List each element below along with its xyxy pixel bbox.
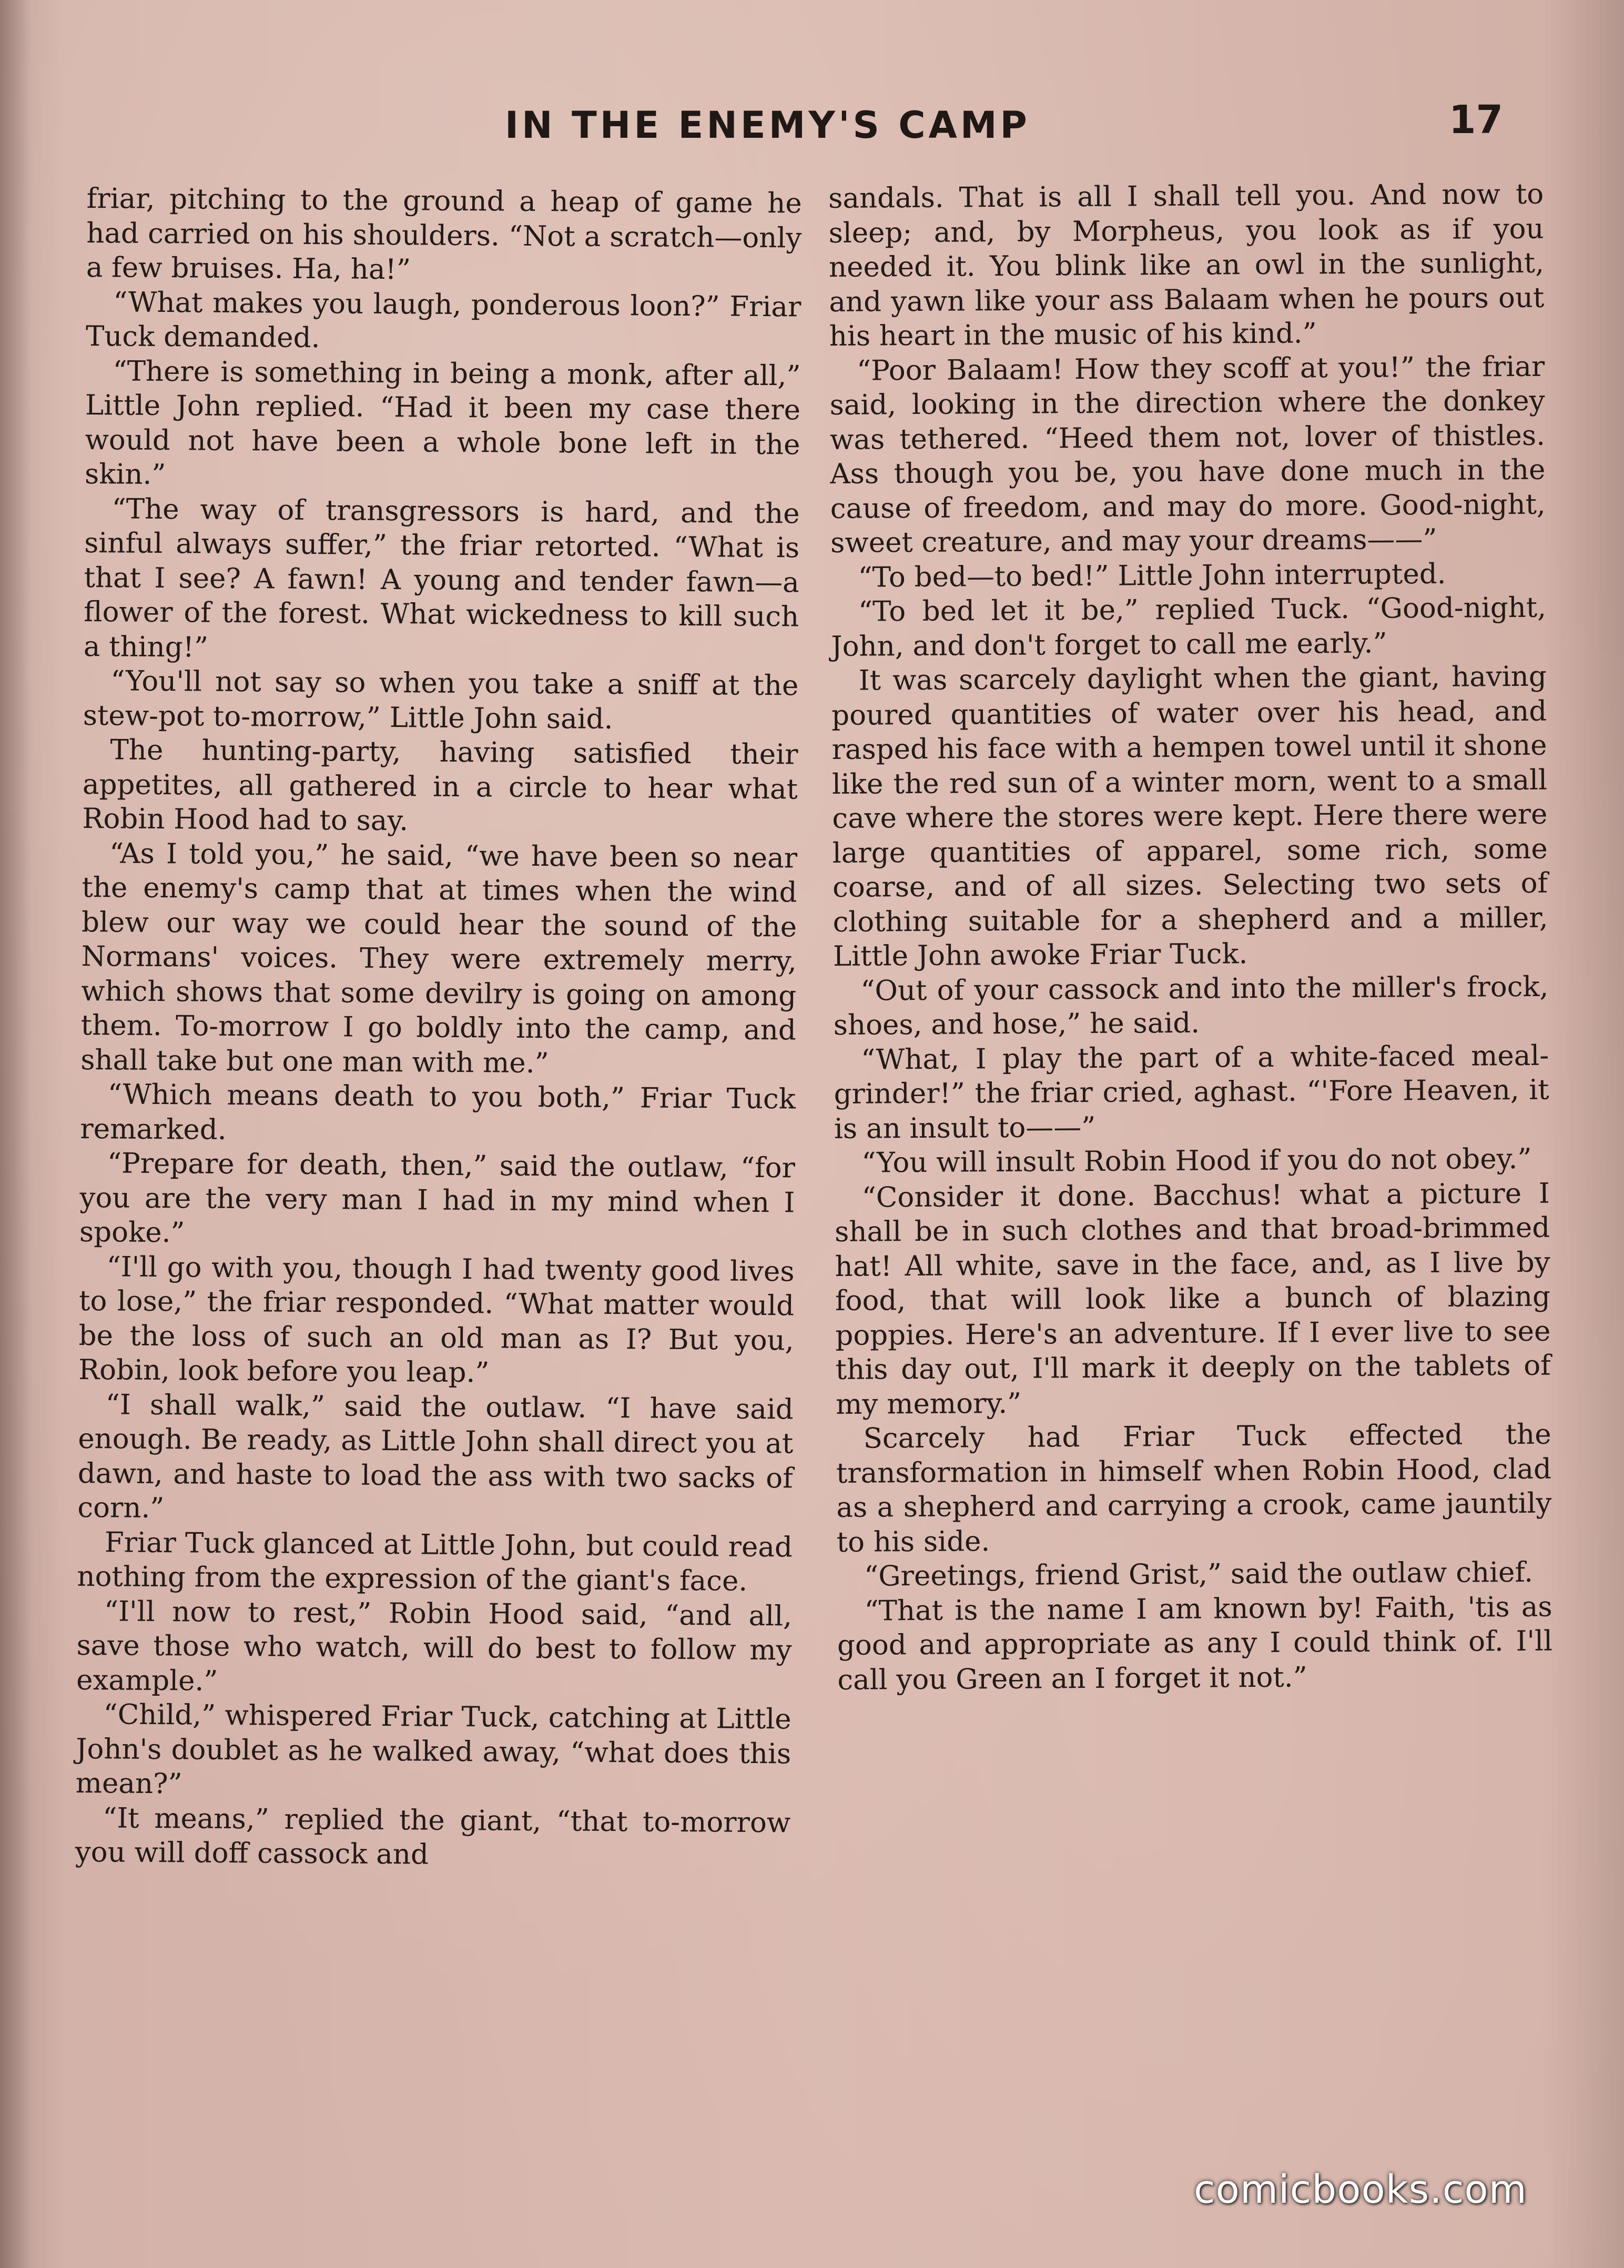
paragraph: “There is something in being a monk, after all,” Little John replied. “Had it been my case there would not have been a whole bone left in the skin.” [84,355,801,491]
paragraph: friar, pitching to the ground a heap of game he had carried on his shoulders. “Not a scratch—only a few bruises. Ha, ha!” [86,182,802,286]
page-edge-shadow [0,0,32,2268]
paragraph: “Prepare for death, then,” said the outlaw, “for you are the very man I had in my mind when I spoke.” [79,1147,796,1249]
paragraph: “What, I play the part of a white-faced meal-grinder!” the friar cried, aghast. “'Fore Heaven, it is an insult to——” [834,1039,1549,1145]
left-text-column [75,181,802,1875]
paragraph: “You will insult Robin Hood if you do not obey.” [861,1142,1532,1179]
paragraph: “The way of transgressors is hard, and the sinful always suffer,” the friar retorted. “What is that I see? A fawn! A young and tender fawn—a flower of the forest. What wickedness to kill such a thing!” [83,492,800,664]
paragraph: “Out of your cassock and into the miller's frock, shoes, and hose,” he said. [833,970,1549,1041]
page-header [0,92,1624,160]
paragraph: “Which means death to you both,” Friar Tuck remarked. [80,1078,796,1146]
paragraph: “Greetings, friend Grist,” said the outlaw chief. [864,1556,1534,1593]
paragraph: It was scarcely daylight when the giant, having poured quantities of water over his head, and rasped his face with a hempen towel until it shone like the red sun of a winter morn, went to a small cave where the stores were kept. Here there were large quantities of apparel, some rich, some coarse, and of all sizes. Selecting two sets of clothing suitable for a shepherd and a miller, Little John awoke Friar Tuck. [831,660,1548,973]
paragraph: sandals. That is all I shall tell you. And now to sleep; and, by Morpheus, you look as if you needed it. You blink like an owl in the sunlight, and yawn like your ass Balaam when he pours out his heart in the music of his kind.” [828,178,1545,352]
paragraph: Scarcely had Friar Tuck effected the transformation in himself when Robin Hood, clad as a shepherd and carrying a crook, came jauntily to his side. [836,1418,1552,1558]
paragraph: “What makes you laugh, ponderous loon?” Friar Tuck demanded. [85,286,801,355]
paragraph: “I'll now to rest,” Robin Hood said, “and all, save those who watch, will do best to follow my example.” [76,1595,793,1697]
paragraph: “To bed—to bed!” Little John interrupted. [858,558,1446,594]
paragraph: “To bed let it be,” replied Tuck. “Good-night, John, and don't forget to call me early.” [831,591,1547,663]
paragraph: “As I told you,” he said, “we have been so near the enemy's camp that at times when the wind blew our way we could hear the sound of the Normans' voices. They were extremely merry, which shows that some devilry is going on among them. To-morrow I go boldly into the camp, and shall take but one man with me.” [80,837,798,1079]
page-number: 17 [1449,97,1503,143]
paragraph: “Consider it done. Bacchus! what a picture I shall be in such clothes and that broad-brimmed hat! All white, save in the face, and, as I live by food, that will look like a bunch of blazing poppies. Here's an adventure. If I ever live to see this day out, I'll mark it deeply on the tablets of my memory.” [835,1177,1551,1421]
site-watermark: comicbooks.com [1194,2167,1527,2212]
paragraph: “Poor Balaam! How they scoff at you!” the friar said, looking in the direction where the donkey was tethered. “Heed them not, lover of thistles. Ass though you be, you have done much in the cause of freedom, and may do more. Good-night, sweet creature, and may your dreams——” [829,350,1546,559]
paragraph: “Child,” whispered Friar Tuck, catching at Little John's doublet as he walked away, “what does this mean?” [75,1698,791,1800]
paragraph: “You'll not say so when you take a sniff at the stew-pot to-morrow,” Little John said. [83,665,799,735]
paragraph: Friar Tuck glanced at Little John, but could read nothing from the expression of the giant's face. [77,1526,793,1597]
paragraph: “It means,” replied the giant, “that to-morrow you will doff cassock and [75,1801,791,1871]
right-text-column [828,177,1553,1697]
paragraph: The hunting-party, having satisfied their appetites, all gathered in a circle to hear what Robin Hood had to say. [82,734,798,837]
running-title: IN THE ENEMY'S CAMP [505,104,1030,147]
paragraph: “That is the name I am known by! Faith, 'tis as good and appropriate as any I could think of. I'll call you Green an I forget it not.” [837,1591,1553,1696]
paragraph: “I shall walk,” said the outlaw. “I have said enough. Be ready, as Little John shall direct you at dawn, and haste to load the ass with two sacks of corn.” [77,1388,794,1525]
paragraph: “I'll go with you, though I had twenty good lives to lose,” the friar responded. “What matter would be the loss of such an old man as I? But you, Robin, look before you leap.” [78,1250,795,1389]
